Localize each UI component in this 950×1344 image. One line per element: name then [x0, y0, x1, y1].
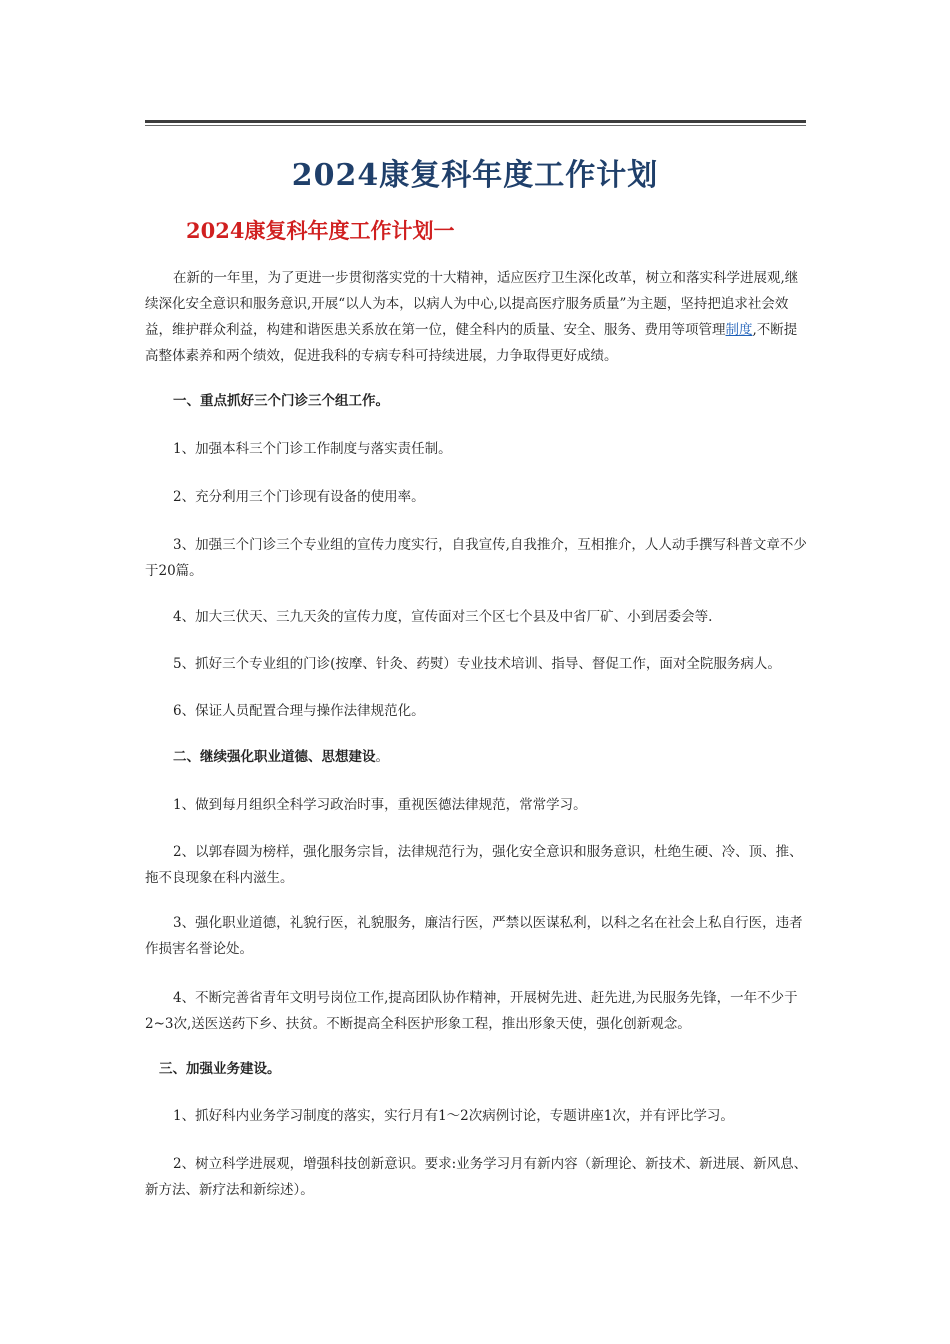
- list-item: 4、不断完善省青年文明号岗位工作,提高团队协作精神，开展树先进、赶先进,为民服务先锋，一年不少于2~3次,送医送药下乡、扶贫。不断提高全科医护形象工程，推出形象天使，强化创新观念。: [145, 990, 798, 1032]
- intro-paragraph: [145, 265, 808, 369]
- list-item: 2、充分利用三个门诊现有设备的使用率。: [173, 489, 425, 505]
- section2-heading: [145, 744, 808, 770]
- list-item: 3、强化职业道德，礼貌行医，礼貌服务，廉洁行医，严禁以医谋私利，以科之名在社会上私自行医，违者作损害名誉论处。: [145, 915, 803, 957]
- document-title: 2024康复科年度工作计划: [291, 158, 659, 193]
- list-item: 1、抓好科内业务学习制度的落实，实行月有1～2次病例讨论，专题讲座1次，并有评比学习。: [173, 1108, 734, 1124]
- section1-heading: 一、重点抓好三个门诊三个组工作。: [173, 393, 389, 409]
- list-item: 3、加强三个门诊三个专业组的宣传力度实行，自我宣传,自我推介，互相推介，人人动手撰写科普文章不少于20篇。: [145, 537, 807, 579]
- link-zhidu[interactable]: 制度: [725, 322, 753, 338]
- intro-text: 在新的一年里，为了更进一步贯彻落实党的十大精神，适应医疗卫生深化改革，树立和落实科学进展观,继续深化安全意识和服务意识,开展“以人为本，以病人为中心,以提高医疗服务质量”为主题，坚持把追求社会效益，维护群众利益，构建和谐医患关系放在第一位，健全科内的质量、安全、服务、费用等项管理: [145, 270, 799, 338]
- list-item: 2、以郭春圆为榜样，强化服务宗旨，法律规范行为，强化安全意识和服务意识，杜绝生硬、冷、顶、推、拖不良现象在科内滋生。: [145, 844, 803, 886]
- list-item: 1、加强本科三个门诊工作制度与落实责任制。: [173, 441, 452, 457]
- section2-heading-punct: 。: [375, 749, 389, 765]
- list-item: 4、加大三伏天、三九天灸的宣传力度，宣传面对三个区七个县及中省厂矿、小到居委会等.: [173, 609, 713, 625]
- intro-text-tail: ,不断提高整体素养和两个绩效，促进我科的专病专科可持续进展，力争取得更好成绩。: [145, 322, 798, 364]
- section3-heading: 三、加强业务建设。: [159, 1061, 281, 1077]
- section-subtitle: 2024康复科年度工作计划一: [186, 218, 455, 243]
- section2-heading-text: 二、继续强化职业道德、思想建设: [173, 749, 376, 765]
- top-rule-thin: [145, 125, 806, 126]
- list-item: 1、做到每月组织全科学习政治时事，重视医德法律规范，常常学习。: [173, 797, 587, 813]
- list-item: 5、抓好三个专业组的门诊(按摩、针灸、药熨）专业技术培训、指导、督促工作，面对全院服务病人。: [173, 656, 781, 672]
- top-rule-thick: [145, 120, 806, 123]
- list-item: 2、树立科学进展观，增强科技创新意识。要求:业务学习月有新内容（新理论、新技术、新进展、新风息、新方法、新疗法和新综述）。: [145, 1156, 808, 1198]
- list-item: 6、保证人员配置合理与操作法律规范化。: [173, 703, 425, 719]
